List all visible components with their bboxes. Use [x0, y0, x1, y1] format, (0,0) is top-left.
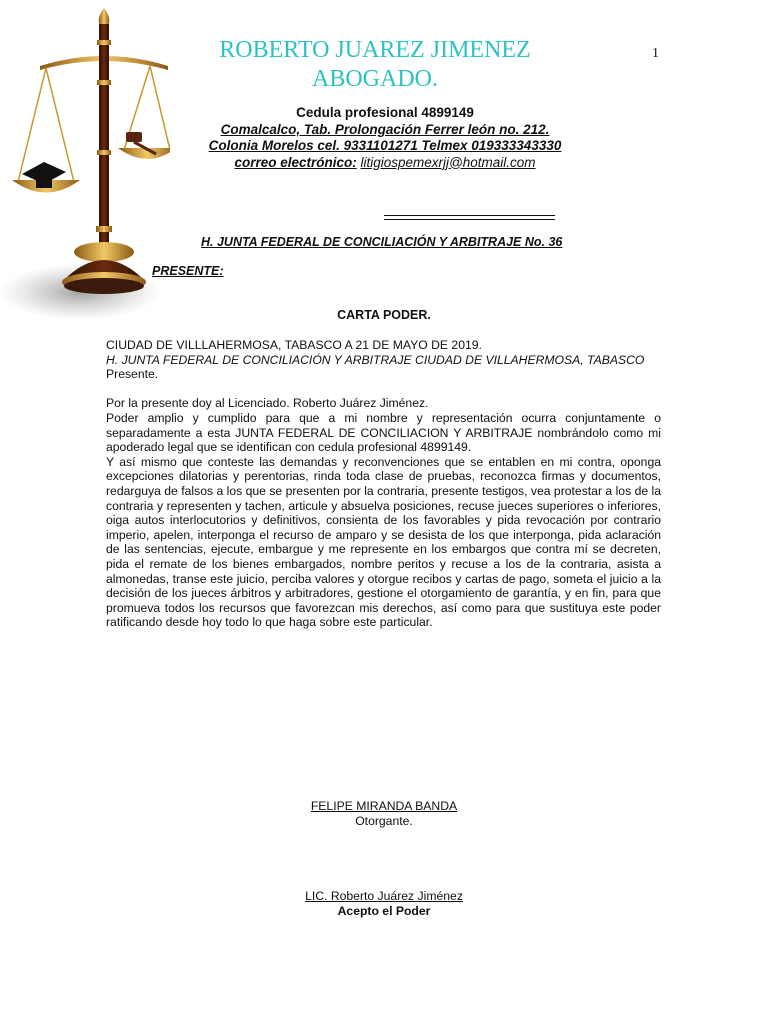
divider-rule	[384, 219, 555, 220]
document-body	[106, 338, 661, 630]
attorney-role: Acepto el Poder	[337, 903, 431, 918]
lawyer-name: ROBERTO JUAREZ JIMENEZ	[219, 37, 531, 63]
presente-line: Presente.	[106, 367, 159, 382]
date-line: CIUDAD DE VILLLAHERMOSA, TABASCO A 21 DE MAYO DE 2019.	[106, 338, 482, 352]
document-title: CARTA PODER.	[337, 308, 431, 322]
email-value: litigiospemexrjj@hotmail.com	[360, 154, 536, 170]
grantor-role: Otorgante.	[355, 813, 413, 828]
email-label: correo electrónico:	[234, 154, 357, 170]
grantor-name: FELIPE MIRANDA BANDA	[310, 799, 458, 813]
letterhead-name	[210, 36, 540, 94]
addressee-line: H. JUNTA FEDERAL DE CONCILIACIÓN Y ARBITRAJE CIUDAD DE VILLAHERMOSA, TABASCO	[106, 352, 645, 367]
recipient-heading: H. JUNTA FEDERAL DE CONCILIACIÓN Y ARBITRAJE No. 36	[201, 235, 563, 249]
attorney-signature	[0, 889, 768, 918]
lawyer-title: ABOGADO.	[312, 66, 438, 92]
page-number: 1	[652, 46, 659, 61]
address-line-2: Colonia Morelos cel. 9331101271 Telmex 019333343330	[208, 138, 562, 153]
paragraph-2: Poder amplio y cumplido para que a mi nombre y representación ocurra conjuntamente o separadamente a esta JUNTA FEDERAL DE CONCILIACION Y ARBITRAJE nombrándolo como mi apoderado legal que se identifican con cedula profesional 4899149.	[106, 410, 661, 455]
attorney-name: LIC. Roberto Juárez Jiménez	[305, 889, 463, 903]
grantor-signature	[0, 799, 768, 828]
divider-rule	[384, 215, 555, 216]
scales-of-justice-icon	[0, 0, 170, 320]
email-line	[180, 155, 590, 172]
contact-block	[180, 105, 590, 171]
paragraph-1: Por la presente doy al Licenciado. Roberto Juárez Jiménez.	[106, 396, 429, 411]
cedula-line: Cedula profesional 4899149	[296, 105, 474, 120]
scales-of-justice-logo	[0, 0, 170, 320]
presente-heading: PRESENTE:	[152, 264, 224, 278]
address-line-1: Comalcalco, Tab. Prolongación Ferrer león no. 212.	[220, 121, 550, 137]
paragraph-3: Y así mismo que conteste las demandas y reconvenciones que se entablen en mi contra, oponga excepciones dilatorias y perentorias, rinda toda clase de pruebas, reconozca firmas y documentos, redarguya de falsos a los que se presenten por la contraria, presente testigos, vea protestar a los de la contraria y representen y tachen, articule y absuelva posiciones, recuse jueces superiores o inferiores, oiga autos interlocutorios y definitivos, consienta de los favorables y pida revocación por contrario imperio, apelen, interponga el recurso de amparo y se desista de los que interponga, pida aclaración de las sentencias, ejecute, embargue y me represente en los embargos que contra mí se decreten, pida el remate de los bienes embargados, nombre peritos y recuse a los de la contraria, asista a almonedas, transe este juicio, perciba valores y otorgue recibos y cartas de pago, someta el juicio a la decisión de los jueces árbitros y arbitradores, gestione el otorgamiento de garantía, y en fin, para que promueva todos los recursos que favorezcan mis derechos, así como para que sustituya este poder ratificando desde hoy todo lo que haga sobre este particular.	[106, 454, 661, 630]
